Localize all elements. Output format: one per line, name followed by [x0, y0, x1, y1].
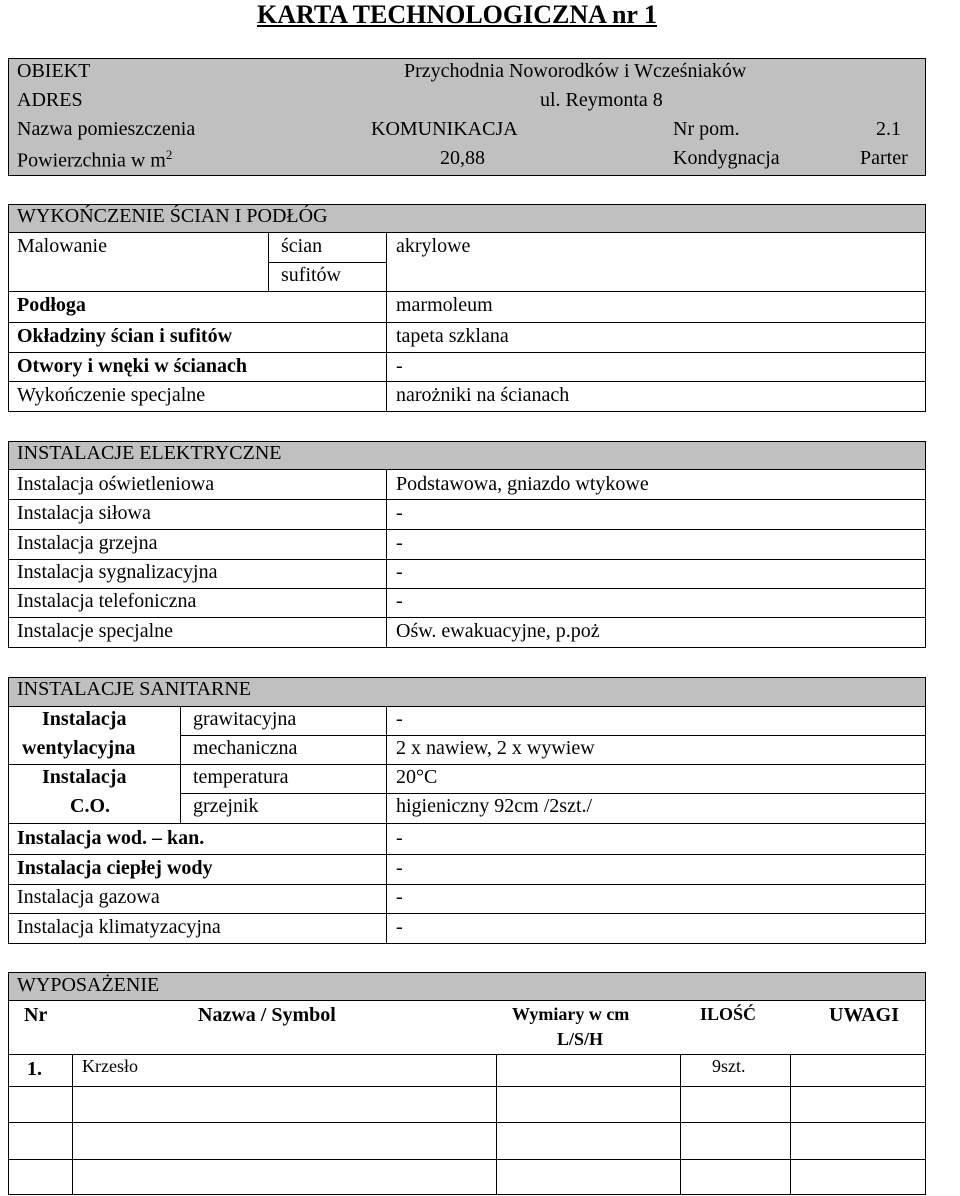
sanitary-row: Instalacja gazowa — [17, 886, 160, 908]
equipment-heading: WYPOSAŻENIE — [17, 974, 160, 996]
col-dimensions-header-1: Wymiary w cm — [512, 1004, 630, 1024]
sanitary-heading: INSTALACJE SANITARNE — [17, 678, 252, 700]
col-dimensions-header-2: L/S/H — [557, 1029, 604, 1049]
electric-row: Instalacje specjalne — [17, 620, 174, 642]
radiator-value: higieniczny 92cm /2szt./ — [396, 795, 593, 817]
temperature-label: temperatura — [193, 766, 289, 788]
equipment-row-quantity: 9szt. — [712, 1056, 746, 1076]
electric-row: Instalacja telefoniczna — [17, 590, 197, 612]
sanitary-row: Instalacja klimatyzacyjna — [17, 916, 221, 938]
storey-value: Parter — [860, 147, 908, 169]
sanitary-row-value: - — [396, 886, 403, 908]
painting-value: akrylowe — [396, 235, 471, 257]
room-name-label: Nazwa pomieszczenia — [17, 118, 196, 140]
temperature-value: 20°C — [396, 766, 438, 788]
electric-row-value: - — [396, 561, 403, 583]
floor-label: Podłoga — [17, 294, 86, 316]
electric-row-value: Podstawowa, gniazdo wtykowe — [396, 473, 649, 495]
electric-row: Instalacja siłowa — [17, 502, 151, 524]
obiekt-label: OBIEKT — [17, 60, 91, 82]
col-name-header: Nazwa / Symbol — [198, 1004, 336, 1026]
area-label: Powierzchnia w $m^2$ — [17, 147, 173, 172]
adres-label: ADRES — [17, 89, 83, 111]
mechanical-label: mechaniczna — [193, 737, 298, 759]
col-nr-header: Nr — [24, 1004, 48, 1026]
electric-row-value: - — [396, 502, 403, 524]
room-name-value: KOMUNIKACJA — [371, 118, 518, 140]
floor-value: marmoleum — [396, 294, 493, 316]
col-notes-header: UWAGI — [829, 1004, 900, 1026]
ventilation-label-1: Instalacja — [42, 708, 127, 730]
electric-row-value: - — [396, 590, 403, 612]
ceilings-label: sufitów — [281, 264, 341, 286]
electric-row: Instalacja grzejna — [17, 532, 158, 554]
page-title: KARTA TECHNOLOGICZNA nr 1 — [257, 0, 658, 29]
painting-label: Malowanie — [17, 235, 107, 257]
col-quantity-header: ILOŚĆ — [700, 1004, 757, 1024]
electric-row-value: - — [396, 532, 403, 554]
finish-heading: WYKOŃCZENIE ŚCIAN I PODŁÓG — [17, 205, 328, 227]
cladding-label: Okładziny ścian i sufitów — [17, 325, 233, 347]
cladding-value: tapeta szklana — [396, 325, 509, 347]
room-number-label: Nr pom. — [673, 118, 740, 140]
obiekt-value: Przychodnia Noworodków i Wcześniaków — [404, 60, 747, 82]
openings-value: - — [396, 355, 403, 377]
sanitary-row-value: - — [396, 827, 403, 849]
sanitary-row-value: - — [396, 916, 403, 938]
equipment-row-name: Krzesło — [82, 1056, 138, 1076]
openings-label: Otwory i wnęki w ścianach — [17, 355, 247, 377]
sanitary-row: Instalacja ciepłej wody — [17, 857, 213, 879]
gravity-value: - — [396, 708, 403, 730]
radiator-label: grzejnik — [193, 795, 259, 817]
heating-label-1: Instalacja — [42, 766, 127, 788]
adres-value: ul. Reymonta 8 — [540, 89, 663, 111]
sanitary-row-value: - — [396, 857, 403, 879]
sanitary-row: Instalacja wod. – kan. — [17, 827, 205, 849]
electric-heading: INSTALACJE ELEKTRYCZNE — [17, 442, 282, 464]
heating-label-2: C.O. — [70, 795, 110, 817]
area-value: 20,88 — [440, 147, 485, 169]
room-number-value: 2.1 — [876, 118, 901, 140]
electric-row: Instalacja oświetleniowa — [17, 473, 215, 495]
electric-row-value: Ośw. ewakuacyjne, p.poż — [396, 620, 600, 642]
gravity-label: grawitacyjna — [193, 708, 297, 730]
special-finish-label: Wykończenie specjalne — [17, 384, 206, 406]
ventilation-label-2: wentylacyjna — [22, 737, 136, 759]
mechanical-value: 2 x nawiew, 2 x wywiew — [396, 737, 595, 759]
special-finish-value: narożniki na ścianach — [396, 384, 570, 406]
storey-label: Kondygnacja — [673, 147, 780, 169]
electric-row: Instalacja sygnalizacyjna — [17, 561, 218, 583]
walls-label: ścian — [281, 235, 323, 257]
equipment-row-nr: 1. — [27, 1058, 42, 1080]
